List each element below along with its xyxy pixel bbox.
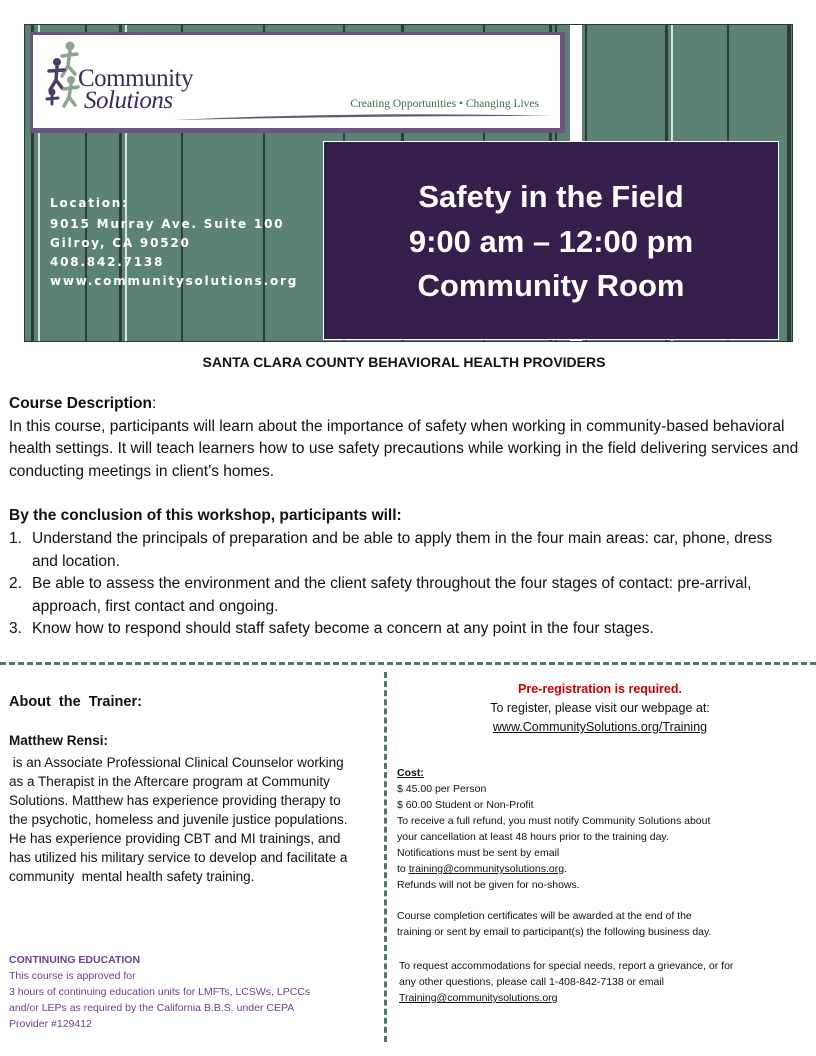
accommodations-info: To request accommodations for special needs, report a grievance, or for any other questions, please call 1-408-842-7138 or email Training@communitysolutions.org <box>399 958 794 1006</box>
price-per-person: $ 45.00 per Person <box>397 783 487 795</box>
event-time: 9:00 am – 12:00 pm <box>408 224 694 259</box>
ce-heading: CONTINUING EDUCATION <box>9 954 141 966</box>
location-block <box>50 194 298 291</box>
preregistration-required: Pre-registration is required. <box>518 682 682 696</box>
list-item: 2. Be able to assess the environment and the client safety throughout the four stages of contact: pre-arrival, approach, first contact and ongoing. <box>9 575 752 615</box>
logo-swoosh-icon <box>172 113 552 121</box>
trainer-bio: is an Associate Professional Clinical Counselor working as a Therapist in the Aftercare program at Community Solutions. Matthew has experience providing therapy to the psychotic, homeless and juvenile justice populations. He has experience providing CBT and MI trainings, and has utilized his military service to develop and facilitate a community mental health safety training. <box>9 755 352 884</box>
continuing-education-block: CONTINUING EDUCATION This course is approved for 3 hours of continuing education units for LMFTs, LCSWs, LPCCs and/or LEPs as required by the California B.B.S. under CEPA Provider #129412 <box>9 952 369 1032</box>
about-trainer-heading: About the Trainer: <box>9 694 142 710</box>
logo-tagline: Creating Opportunities • Changing Lives <box>350 98 539 110</box>
logo-wordmark: Community Solutions <box>78 65 193 114</box>
certificate-info: Course completion certificates will be awarded at the end of the training or sent by email to participant(s) the following business day. <box>397 910 712 938</box>
trainer-name: Matthew Rensi: <box>9 733 109 748</box>
org-heading: SANTA CLARA COUNTY BEHAVIORAL HEALTH PROVIDERS <box>202 354 606 370</box>
event-title: Safety in the Field <box>418 179 684 214</box>
vertical-dashed-divider <box>384 672 387 1042</box>
course-description-text: In this course, participants will learn about the importance of safety when working in community-based behavioral health settings. It will teach learners how to use safety precautions while working in the field delivering services and conducting meetings in client’s homes. <box>9 417 799 480</box>
course-description: Course Description: In this course, participants will learn about the importance of safety when working in community-based behavioral health settings. It will teach learners how to use safety precautions while working in the field delivering services and conducting meetings in client’s homes. <box>9 395 799 480</box>
address-line-1: 9015 Murray Ave. Suite 100 <box>50 217 285 231</box>
horizontal-dashed-divider <box>0 662 816 665</box>
logo-panel <box>30 32 565 133</box>
website-link[interactable]: www.communitysolutions.org <box>50 274 299 288</box>
cost-heading: Cost: <box>397 767 424 779</box>
event-room: Community Room <box>417 268 685 303</box>
accommodations-email-link[interactable]: Training@communitysolutions.org <box>399 992 558 1004</box>
course-description-label: Course Description <box>9 395 152 412</box>
outcomes-heading: By the conclusion of this workshop, participants will: <box>9 507 402 524</box>
phone-number: 408.842.7138 <box>50 255 165 269</box>
community-figures-icon <box>44 40 82 110</box>
registration-block <box>400 680 800 737</box>
registration-instruction: To register, please visit our webpage at: <box>490 701 710 715</box>
cost-block: Cost: $ 45.00 per Person $ 60.00 Student or Non-Profit To receive a full refund, you must notify Community Solutions about your cancellation at least 48 hours prior to the training day. Notifications must be sent by email to training@communitysolutions.org. Refunds will not be given for no-shows. <box>397 765 782 893</box>
price-student: $ 60.00 Student or Non-Profit <box>397 799 534 811</box>
list-item: 3. Know how to respond should staff safety become a concern at any point in the four stages. <box>9 620 654 637</box>
event-info-box <box>323 141 779 340</box>
address-line-2: Gilroy, CA 90520 <box>50 236 191 250</box>
refund-email-link[interactable]: training@communitysolutions.org <box>408 863 565 875</box>
outcomes-list <box>9 528 799 641</box>
registration-link[interactable]: www.CommunitySolutions.org/Training <box>492 720 708 734</box>
location-label: Location: <box>50 196 129 210</box>
list-item: 1. Understand the principals of preparation and be able to apply them in the four main areas: car, phone, dress and location. <box>9 530 773 570</box>
